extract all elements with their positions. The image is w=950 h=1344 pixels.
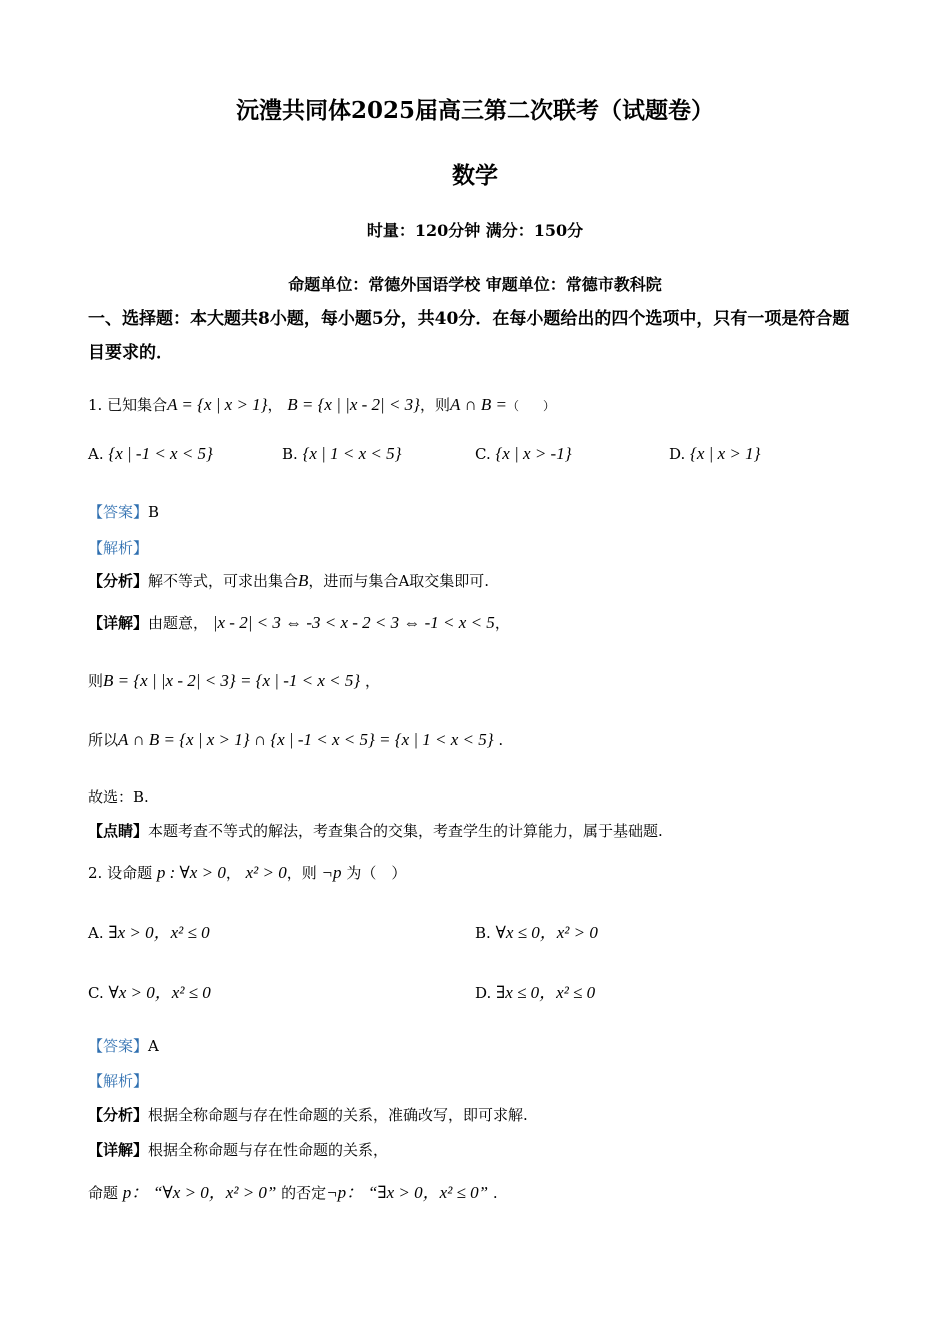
q2-conclusion: 命题 p： “∀x > 0，x² > 0” 的否定¬p： “∃x > 0，x² ≤ 0” . [88,1183,498,1202]
section-heading: 一、选择题：本大题共8小题，每小题5分，共40分．在每小题给出的四个选项中，只有一项是符合题目要求的． [88,309,850,363]
q1-dianjing: 【点睛】本题考查不等式的解法，考查集合的交集，考查学生的计算能力，属于基础题. [88,822,663,840]
q1-option-d: D. {x | x > 1} [669,444,761,463]
q2-option-d: D. ∃x ≤ 0，x² ≤ 0 [475,983,596,1002]
q2-answer: 【答案】A [88,1037,159,1055]
exam-units: 命题单位：常德外国语学校 审题单位：常德市教科院 [288,275,662,294]
q1-option-a: A. {x | -1 < x < 5} [88,444,213,463]
q2-fenxi: 【分析】根据全称命题与存在性命题的关系，准确改写，即可求解. [88,1106,528,1124]
q1-then: 则B = {x | |x - 2| < 3} = {x | -1 < x < 5} ， [88,671,380,690]
q1-fenxi: 【分析】解不等式，可求出集合B，进而与集合A取交集即可. [88,571,490,590]
q1-analysis-tag: 【解析】 [88,539,149,557]
q1-option-c: C. {x | x > -1} [475,444,572,463]
q2-option-b: B. ∀x ≤ 0，x² > 0 [475,923,598,942]
q1-detail: 【详解】由题意， |x - 2| < 3 ⇔ -3 < x - 2 < 3 ⇔ -1 < x < 5， [88,613,510,632]
q2-detail: 【详解】根据全称命题与存在性命题的关系， [88,1141,389,1159]
q2-analysis-tag: 【解析】 [88,1072,149,1090]
q2-option-a: A. ∃x > 0，x² ≤ 0 [88,923,210,942]
q1-answer: 【答案】B [88,503,160,521]
time-info: 时量：120分钟 满分：150分 [366,221,584,240]
subject-title: 数学 [452,162,498,189]
q2-option-c: C. ∀x > 0，x² ≤ 0 [88,983,211,1002]
q2-stem: 2. 设命题 p : ∀x > 0， x² > 0，则 ¬p 为（ ） [88,863,407,882]
q1-so: 所以A ∩ B = {x | x > 1} ∩ {x | -1 < x < 5} = {x | 1 < x < 5} . [88,730,504,749]
q1-option-b: B. {x | 1 < x < 5} [282,444,402,463]
q1-stem: 1. 已知集合A = {x | x > 1}， B = {x | |x - 2| < 3}，则A ∩ B =（ ） [88,395,555,414]
q1-choose: 故选：B. [88,788,149,806]
exam-title: 沅澧共同体2025届高三第二次联考（试题卷） [235,97,714,124]
